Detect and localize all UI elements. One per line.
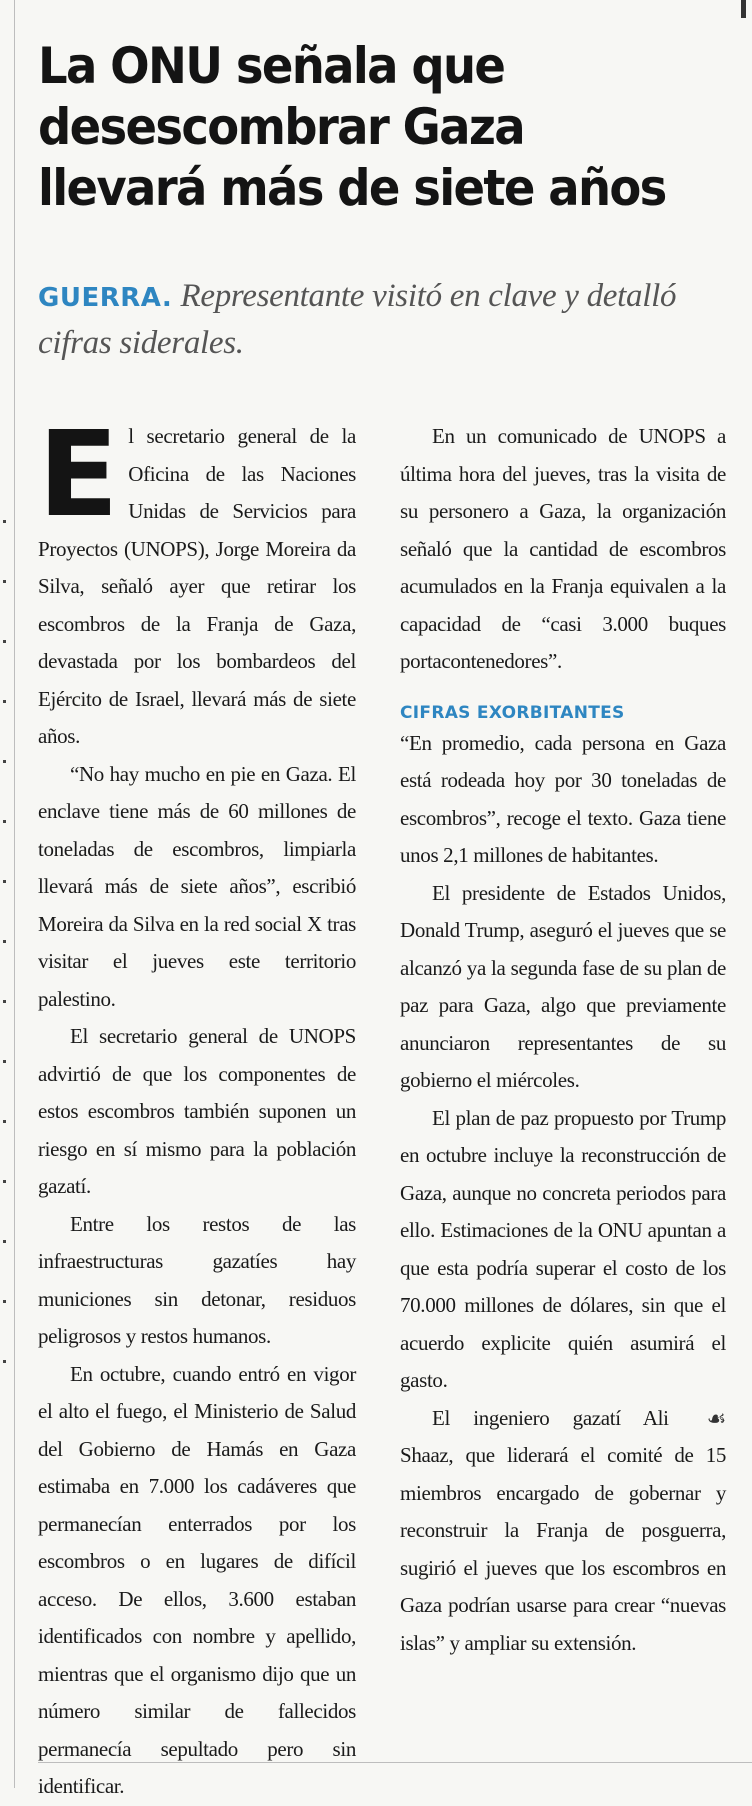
body-paragraph-3: El secretario general de UNOPS advirtió de que los componentes de estos escombros también suponen un riesgo en sí mismo para la población gazatí. — [38, 1024, 356, 1198]
body-paragraph-6: En un comunicado de UNOPS a última hora del jueves, tras la visita de su personero a Gaza, la organización señaló que la cantidad de escombros acumulados en la Franja equivalen a la capacidad de “casi 3.000 buques portacontenedores”. — [400, 424, 726, 673]
page-margin-rule — [14, 0, 15, 1788]
headline: La ONU señala que desescombrar Gaza llevará más de siete años — [38, 37, 666, 217]
body-paragraph-7: “En promedio, cada persona en Gaza está rodeada hoy por 30 toneladas de escombros”, recoge el texto. Gaza tiene unos 2,1 millones de habitantes. — [400, 730, 726, 867]
subheadline — [38, 274, 738, 366]
deck-text: Representante visitó en clave y detalló cifras siderales. — [38, 278, 677, 361]
body-paragraph-10: ☙ El ingeniero gazatí Ali Shaaz, que liderará el comité de 15 miembros encargado de gobernar y reconstruir la Franja de posguerra, sugirió el jueves que los escombros en Gaza podrían usarse para crear “nuevas islas” y ampliar su extensión. — [400, 1400, 726, 1663]
body-paragraph-2: “No hay mucho en pie en Gaza. El enclave tiene más de 60 millones de toneladas de escombros, limpiarla llevará más de siete años”, escribió Moreira da Silva en la red social X tras visitar el jueves este territorio palestino. — [38, 761, 356, 1011]
bottom-rule — [38, 1762, 752, 1763]
adjacent-page-fragment — [741, 0, 746, 18]
body-paragraph-8: El presidente de Estados Unidos, Donald Trump, aseguró el jueves que se alcanzó ya la segunda fase de su plan de paz para Gaza, algo que previamente anunciaron representantes de su gobierno el miércoles. — [400, 880, 726, 1092]
section-heading: CIFRAS EXORBITANTES — [400, 702, 625, 723]
drop-cap: E — [38, 405, 119, 543]
adjacent-column-fragment — [3, 520, 6, 1420]
body-paragraph-1: El secretario general de la Oficina de las Naciones Unidas de Servicios para Proyectos (UNOPS), Jorge Moreira da Silva, señaló ayer que retirar los escombros de la Franja de Gaza, devastada por los bombardeos del Ejército de Israel, llevará más de siete años. — [38, 405, 356, 748]
article-column-left — [38, 405, 356, 1806]
article-column-right — [400, 418, 726, 1662]
body-paragraph-9: El plan de paz propuesto por Trump en octubre incluye la reconstrucción de Gaza, aunque no concreta periodos para ello. Estimaciones de la ONU apuntan a que esta podría superar el costo de los 70.000 millones de dólares, sin que el acuerdo explicite quién asumirá el gasto. — [400, 1105, 726, 1392]
kicker-label: GUERRA. — [38, 283, 173, 313]
body-paragraph-4: Entre los restos de las infraestructuras gazatíes hay municiones sin detonar, residuos peligrosos y restos humanos. — [38, 1211, 356, 1348]
end-mark-icon: ☙ — [706, 1405, 726, 1431]
body-paragraph-5: En octubre, cuando entró en vigor el alto el fuego, el Ministerio de Salud del Gobierno de Hamás en Gaza estimaba en 7.000 los cadáveres que permanecían enterrados por los escombros o en lugares de difícil acceso. De ellos, 3.600 estaban identificados con nombre y apellido, mientras que el organismo dijo que un número similar de fallecidos permanecía sepultado pero sin identificar. — [38, 1361, 356, 1798]
